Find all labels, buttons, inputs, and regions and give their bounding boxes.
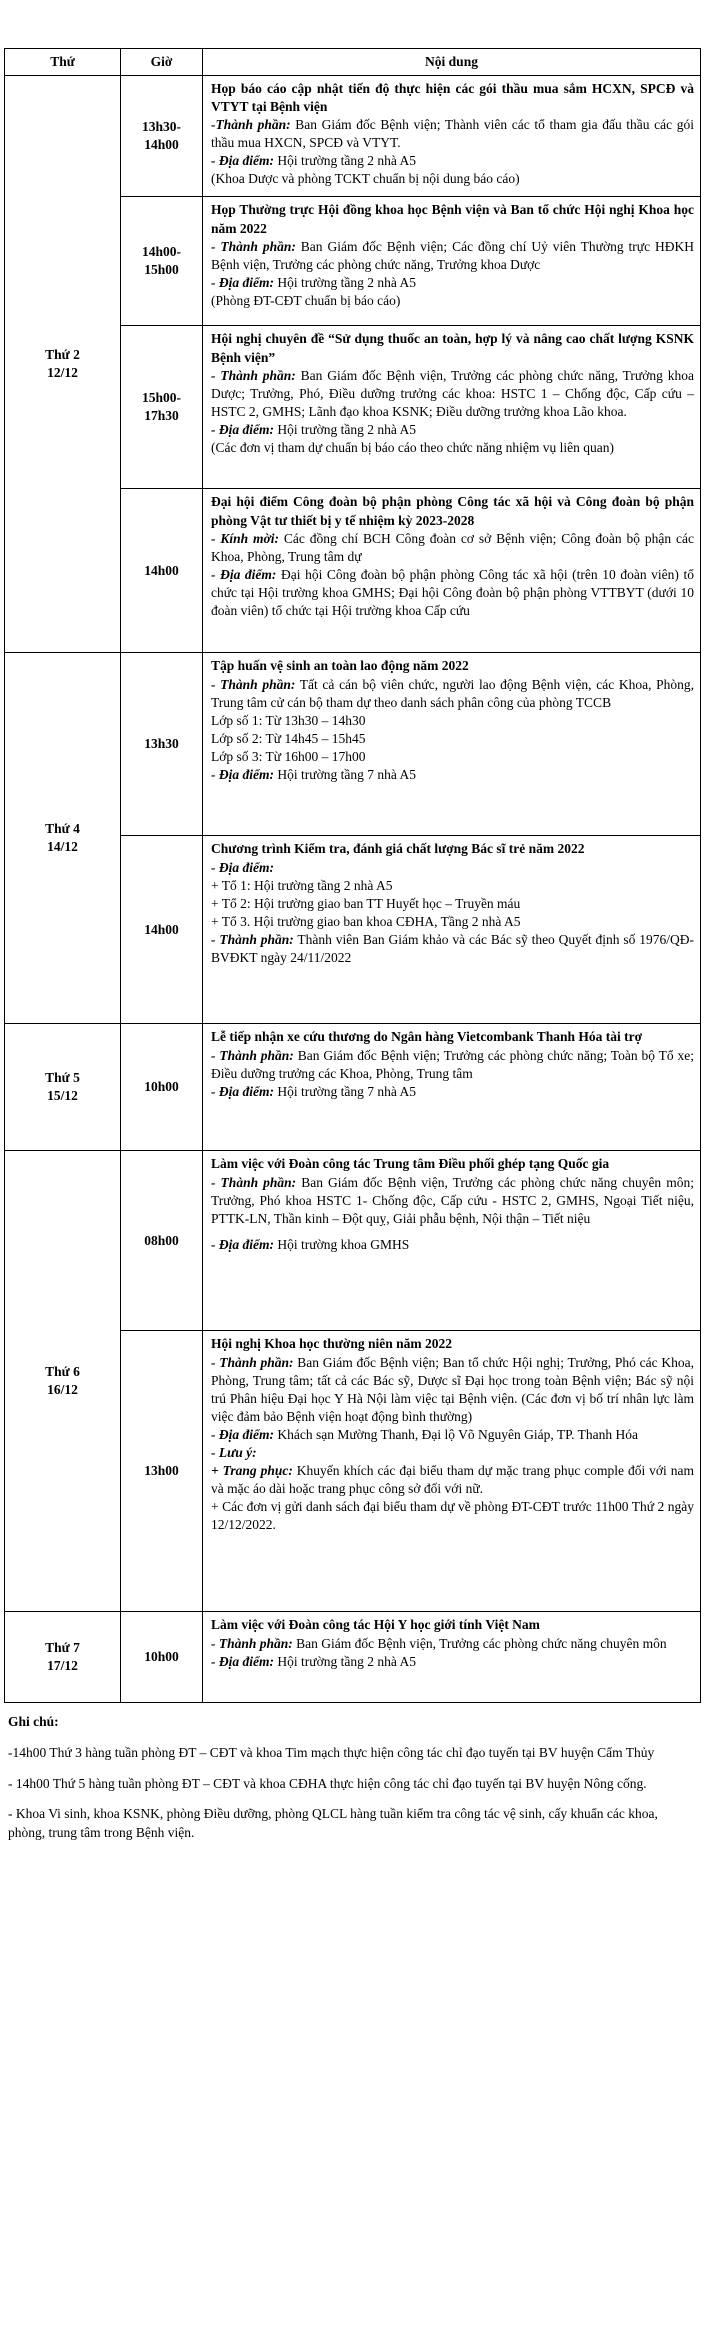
- event-title: Làm việc với Đoàn công tác Trung tâm Điều phối ghép tạng Quốc gia: [211, 1156, 610, 1172]
- note-item: - 14h00 Thứ 5 hàng tuần phòng ĐT – CĐT và khoa CĐHA thực hiện công tác chỉ đạo tuyến tại BV huyện Nông cống.: [8, 1775, 647, 1791]
- day-cell-wed: Thứ 4 14/12: [5, 653, 121, 1024]
- day-cell-fri: Thứ 6 16/12: [5, 1151, 121, 1612]
- event-title: Đại hội điểm Công đoàn bộ phận phòng Công tác xã hội và Công đoàn bộ phận phòng Vật tư thiết bị y tế nhiệm kỳ 2023-2028: [211, 494, 694, 528]
- event-title: Tập huấn vệ sinh an toàn lao động năm 2022: [211, 658, 469, 674]
- note-item: - Khoa Vi sinh, khoa KSNK, phòng Điều dưỡng, phòng QLCL hàng tuần kiểm tra công tác vệ sinh, cấy khuẩn các khoa, phòng, trung tâm trong Bệnh viện.: [8, 1806, 658, 1840]
- event-title: Lễ tiếp nhận xe cứu thương do Ngân hàng Vietcombank Thanh Hóa tài trợ: [211, 1029, 643, 1045]
- time-cell: 15h00- 17h30: [121, 326, 203, 489]
- table-row: [5, 1612, 701, 1703]
- event-title: Họp báo cáo cập nhật tiến độ thực hiện các gói thầu mua sắm HCXN, SPCĐ và VTYT tại Bệnh viện: [211, 81, 694, 115]
- table-row: [5, 653, 701, 836]
- event-content: Hội nghị Khoa học thường niên năm 2022 - Thành phần: Ban Giám đốc Bệnh viện; Ban tổ chức Hội nghị; Trưởng, Phó các Khoa, Phòng, Trung tâm; tất cả các Bác sỹ, Dược sĩ Đại học trong toàn Bệnh viện; Bác sỹ nội trú Phân hiệu Đại học Y Hà Nội làm việc tại Bệnh viện. (Các đơn vị bố trí nhân lực làm việc đảm bảo Bệnh viện hoạt động bình thường) - Địa điểm: Khách sạn Mường Thanh, Đại lộ Võ Nguyên Giáp, TP. Thanh Hóa - Lưu ý: + Trang phục: Khuyến khích các đại biểu tham dự mặc trang phục comple đối với nam và mặc áo dài hoặc trang phục công sở đối với nữ. + Các đơn vị gửi danh sách đại biểu tham dự về phòng ĐT-CĐT trước 11h00 Thứ 2 ngày 12/12/2022.: [203, 1331, 701, 1612]
- notes-heading: Ghi chú:: [8, 1714, 59, 1730]
- event-title: Chương trình Kiểm tra, đánh giá chất lượng Bác sĩ trẻ năm 2022: [211, 841, 585, 857]
- time-cell: 13h30: [121, 653, 203, 836]
- header-time: Giờ: [121, 49, 203, 76]
- table-row: [5, 1151, 701, 1331]
- notes-section: [4, 1703, 700, 1842]
- time-cell: 13h30- 14h00: [121, 76, 203, 197]
- event-title: Hội nghị chuyên đề “Sử dụng thuốc an toàn, hợp lý và nâng cao chất lượng KSNK Bệnh viện”: [211, 331, 694, 365]
- time-cell: 14h00: [121, 836, 203, 1024]
- day-cell-thu: Thứ 5 15/12: [5, 1024, 121, 1151]
- day-cell-sat: Thứ 7 17/12: [5, 1612, 121, 1703]
- time-cell: 14h00- 15h00: [121, 197, 203, 326]
- event-content: Làm việc với Đoàn công tác Trung tâm Điều phối ghép tạng Quốc gia - Thành phần: Ban Giám đốc Bệnh viện, Trưởng các phòng chức năng chuyên môn; Trưởng, Phó khoa HSTC 1- Chống độc, Cấp cứu - HSTC 2, GMHS, Ngoại Tiết niệu, PTTK-LN, Thần kinh – Đột quỵ, Giải phẫu bệnh, Nội thận – Tiết niệu - Địa điểm: Hội trường khoa GMHS: [203, 1151, 701, 1331]
- event-title: Họp Thường trực Hội đồng khoa học Bệnh viện và Ban tổ chức Hội nghị Khoa học năm 2022: [211, 202, 694, 236]
- table-row: [5, 1024, 701, 1151]
- event-title: Hội nghị Khoa học thường niên năm 2022: [211, 1336, 453, 1352]
- time-cell: 10h00: [121, 1612, 203, 1703]
- note-item: -14h00 Thứ 3 hàng tuần phòng ĐT – CĐT và khoa Tim mạch thực hiện công tác chỉ đạo tuyến tại BV huyện Cẩm Thủy: [8, 1745, 655, 1761]
- event-content: Đại hội điểm Công đoàn bộ phận phòng Công tác xã hội và Công đoàn bộ phận phòng Vật tư thiết bị y tế nhiệm kỳ 2023-2028 - Kính mời: Các đồng chí BCH Công đoàn cơ sở Bệnh viện; Công đoàn bộ phận các Khoa, Phòng, Trung tâm dự - Địa điểm: Đại hội Công đoàn bộ phận phòng Công tác xã hội (trên 10 đoàn viên) tổ chức tại Hội trường khoa GMHS; Đại hội Công đoàn bộ phận phòng VTTBYT (dưới 10 đoàn viên) tổ chức tại Hội trường khoa Cấp cứu: [203, 489, 701, 653]
- event-content: Họp báo cáo cập nhật tiến độ thực hiện các gói thầu mua sắm HCXN, SPCĐ và VTYT tại Bệnh viện -Thành phần: Ban Giám đốc Bệnh viện; Thành viên các tổ tham gia đấu thầu các gói thầu mua HXCN, SPCĐ và VTYT. - Địa điểm: Hội trường tầng 2 nhà A5 (Khoa Dược và phòng TCKT chuẩn bị nội dung báo cáo): [203, 76, 701, 197]
- header-content: Nội dung: [203, 49, 701, 76]
- time-cell: 10h00: [121, 1024, 203, 1151]
- table-header-row: [5, 49, 701, 76]
- event-content: Hội nghị chuyên đề “Sử dụng thuốc an toàn, hợp lý và nâng cao chất lượng KSNK Bệnh viện” - Thành phần: Ban Giám đốc Bệnh viện, Trưởng các phòng chức năng, Trưởng khoa Dược; Trưởng, Phó, Điều dưỡng trưởng các khoa: HSTC 1 – Chống độc, Cấp cứu – HSTC 2, GMHS; Lãnh đạo khoa KSNK; Điều dưỡng trưởng khoa Lão khoa. - Địa điểm: Hội trường tầng 2 nhà A5 (Các đơn vị tham dự chuẩn bị báo cáo theo chức năng nhiệm vụ liên quan): [203, 326, 701, 489]
- event-content: Chương trình Kiểm tra, đánh giá chất lượng Bác sĩ trẻ năm 2022 - Địa điểm: + Tổ 1: Hội trường tầng 2 nhà A5 + Tổ 2: Hội trường giao ban TT Huyết học – Truyền máu + Tổ 3. Hội trường giao ban khoa CĐHA, Tầng 2 nhà A5 - Thành phần: Thành viên Ban Giám khảo và các Bác sỹ theo Quyết định số 1976/QĐ-BVĐKT ngày 24/11/2022: [203, 836, 701, 1024]
- day-cell-mon: Thứ 2 12/12: [5, 76, 121, 653]
- event-content: Lễ tiếp nhận xe cứu thương do Ngân hàng Vietcombank Thanh Hóa tài trợ - Thành phần: Ban Giám đốc Bệnh viện; Trưởng các phòng chức năng; Toàn bộ Tổ xe; Điều dưỡng trưởng các Khoa, Phòng, Trung tâm - Địa điểm: Hội trường tầng 7 nhà A5: [203, 1024, 701, 1151]
- event-content: Họp Thường trực Hội đồng khoa học Bệnh viện và Ban tổ chức Hội nghị Khoa học năm 2022 - Thành phần: Ban Giám đốc Bệnh viện; Các đồng chí Uỷ viên Thường trực HĐKH Bệnh viện, Trưởng các phòng chức năng, Trưởng khoa Dược - Địa điểm: Hội trường tầng 2 nhà A5 (Phòng ĐT-CĐT chuẩn bị báo cáo): [203, 197, 701, 326]
- header-day: Thứ: [5, 49, 121, 76]
- weekly-schedule-table: [4, 48, 701, 1703]
- event-title: Làm việc với Đoàn công tác Hội Y học giới tính Việt Nam: [211, 1617, 540, 1633]
- event-content: Làm việc với Đoàn công tác Hội Y học giới tính Việt Nam - Thành phần: Ban Giám đốc Bệnh viện, Trưởng các phòng chức năng chuyên môn - Địa điểm: Hội trường tầng 2 nhà A5: [203, 1612, 701, 1703]
- table-row: [5, 76, 701, 197]
- time-cell: 08h00: [121, 1151, 203, 1331]
- event-content: Tập huấn vệ sinh an toàn lao động năm 2022 - Thành phần: Tất cả cán bộ viên chức, người lao động Bệnh viện, các Khoa, Phòng, Trung tâm cử cán bộ tham dự theo danh sách phân công của phòng TCCB Lớp số 1: Từ 13h30 – 14h30 Lớp số 2: Từ 14h45 – 15h45 Lớp số 3: Từ 16h00 – 17h00 - Địa điểm: Hội trường tầng 7 nhà A5: [203, 653, 701, 836]
- time-cell: 13h00: [121, 1331, 203, 1612]
- time-cell: 14h00: [121, 489, 203, 653]
